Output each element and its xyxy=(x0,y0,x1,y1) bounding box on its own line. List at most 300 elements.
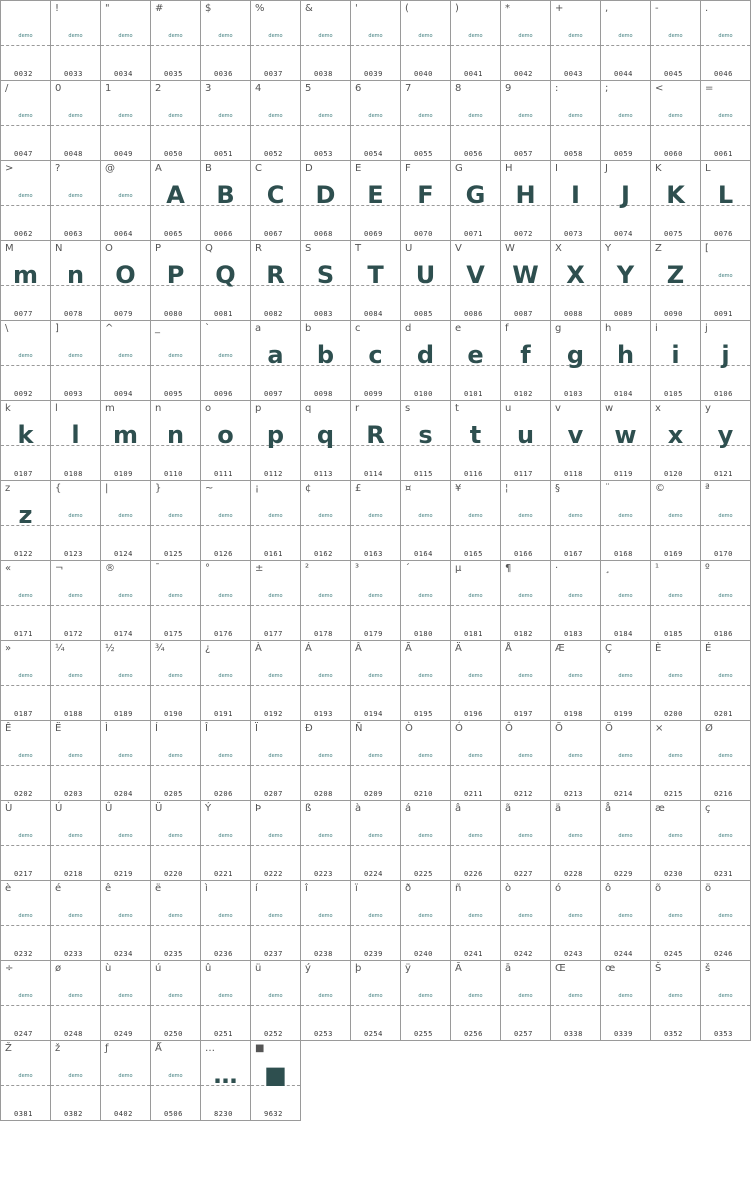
demo-label: demo xyxy=(718,913,733,919)
glyph-code: 0199 xyxy=(614,710,633,718)
baseline-divider xyxy=(401,525,450,526)
glyph-character: 0 xyxy=(55,83,62,94)
glyph-code: 0339 xyxy=(614,1030,633,1038)
glyph-sample: y xyxy=(717,421,734,449)
glyph-cell xyxy=(550,560,601,641)
demo-label: demo xyxy=(418,33,433,39)
baseline-divider xyxy=(301,525,350,526)
glyph-code: 0220 xyxy=(164,870,183,878)
glyph-cell xyxy=(150,800,201,881)
glyph-sample: A xyxy=(166,181,185,209)
demo-label: demo xyxy=(668,113,683,119)
demo-label: demo xyxy=(218,33,233,39)
glyph-code: 0198 xyxy=(564,710,583,718)
baseline-divider xyxy=(101,765,150,766)
baseline-divider xyxy=(351,845,400,846)
glyph-cell xyxy=(0,320,51,401)
glyph-cell xyxy=(450,800,501,881)
demo-label: demo xyxy=(68,753,83,759)
glyph-cell xyxy=(100,640,151,721)
demo-label: demo xyxy=(368,113,383,119)
glyph-cell xyxy=(400,160,451,241)
baseline-divider xyxy=(501,45,550,46)
glyph-cell xyxy=(400,240,451,321)
glyph-code: 0195 xyxy=(414,710,433,718)
baseline-divider xyxy=(501,925,550,926)
demo-label: demo xyxy=(318,913,333,919)
glyph-cell xyxy=(150,0,201,81)
glyph-character: Y xyxy=(605,243,612,254)
baseline-divider xyxy=(251,45,300,46)
glyph-cell xyxy=(550,80,601,161)
demo-label: demo xyxy=(418,913,433,919)
glyph-code: 0216 xyxy=(714,790,733,798)
demo-label: demo xyxy=(118,593,133,599)
glyph-code: 0231 xyxy=(714,870,733,878)
glyph-code: 0116 xyxy=(464,470,483,478)
glyph-cell xyxy=(300,80,351,161)
glyph-code: 0211 xyxy=(464,790,483,798)
demo-label: demo xyxy=(618,593,633,599)
glyph-code: 0224 xyxy=(364,870,383,878)
glyph-character: ) xyxy=(455,3,459,14)
glyph-code: 0106 xyxy=(714,390,733,398)
glyph-cell xyxy=(250,880,301,961)
glyph-cell xyxy=(150,560,201,641)
glyph-cell xyxy=(600,160,651,241)
baseline-divider xyxy=(101,1005,150,1006)
demo-label: demo xyxy=(418,753,433,759)
baseline-divider xyxy=(301,685,350,686)
glyph-code: 0210 xyxy=(414,790,433,798)
glyph-cell xyxy=(650,480,701,561)
glyph-character: â xyxy=(455,803,462,814)
glyph-character: t xyxy=(455,403,459,414)
glyph-cell xyxy=(400,640,451,721)
glyph-cell xyxy=(700,240,751,321)
glyph-code: 0059 xyxy=(614,150,633,158)
glyph-cell xyxy=(0,720,51,801)
glyph-cell xyxy=(50,400,101,481)
baseline-divider xyxy=(651,45,700,46)
glyph-character: 8 xyxy=(455,83,462,94)
glyph-cell xyxy=(700,880,751,961)
baseline-divider xyxy=(1,605,50,606)
glyph-character: Ç xyxy=(605,643,612,654)
glyph-character: à xyxy=(355,803,362,814)
glyph-character: µ xyxy=(455,563,462,574)
baseline-divider xyxy=(101,685,150,686)
glyph-cell xyxy=(150,480,201,561)
glyph-character: ¯ xyxy=(155,563,160,574)
glyph-sample: v xyxy=(567,421,584,449)
baseline-divider xyxy=(301,925,350,926)
glyph-code: 0039 xyxy=(364,70,383,78)
glyph-character: n xyxy=(155,403,162,414)
baseline-divider xyxy=(351,685,400,686)
glyph-character: Ú xyxy=(55,803,63,814)
glyph-code: 0080 xyxy=(164,310,183,318)
glyph-code: 0096 xyxy=(214,390,233,398)
glyph-character: s xyxy=(405,403,411,414)
glyph-cell xyxy=(50,880,101,961)
glyph-character: ' xyxy=(355,3,358,14)
glyph-character: Ä xyxy=(455,643,462,654)
glyph-cell xyxy=(600,400,651,481)
glyph-code: 0245 xyxy=(664,950,683,958)
glyph-code: 0077 xyxy=(14,310,33,318)
glyph-character: í xyxy=(255,883,258,894)
baseline-divider xyxy=(1,1005,50,1006)
glyph-character: B xyxy=(205,163,212,174)
glyph-cell xyxy=(300,560,351,641)
glyph-sample: E xyxy=(367,181,384,209)
glyph-code: 0108 xyxy=(64,470,83,478)
demo-label: demo xyxy=(468,993,483,999)
glyph-sample: i xyxy=(671,341,680,369)
glyph-character: ô xyxy=(605,883,612,894)
demo-label: demo xyxy=(168,513,183,519)
glyph-cell xyxy=(700,800,751,881)
baseline-divider xyxy=(601,765,650,766)
glyph-character: | xyxy=(105,483,109,494)
demo-label: demo xyxy=(268,913,283,919)
glyph-cell xyxy=(0,640,51,721)
demo-label: demo xyxy=(218,833,233,839)
demo-label: demo xyxy=(218,113,233,119)
glyph-cell xyxy=(500,80,551,161)
glyph-cell xyxy=(650,800,701,881)
glyph-character: ë xyxy=(155,883,162,894)
glyph-sample: S xyxy=(316,261,335,289)
glyph-cell xyxy=(100,1040,151,1121)
baseline-divider xyxy=(201,925,250,926)
demo-label: demo xyxy=(118,753,133,759)
glyph-code: 0214 xyxy=(614,790,633,798)
demo-label: demo xyxy=(68,33,83,39)
glyph-character: ° xyxy=(205,563,210,574)
glyph-code: 0102 xyxy=(514,390,533,398)
baseline-divider xyxy=(451,845,500,846)
demo-label: demo xyxy=(68,993,83,999)
demo-label: demo xyxy=(418,513,433,519)
glyph-code: 0107 xyxy=(14,470,33,478)
glyph-cell xyxy=(250,640,301,721)
baseline-divider xyxy=(351,525,400,526)
glyph-sample: n xyxy=(166,421,185,449)
glyph-cell xyxy=(200,720,251,801)
baseline-divider xyxy=(501,845,550,846)
glyph-code: 0113 xyxy=(314,470,333,478)
baseline-divider xyxy=(451,925,500,926)
baseline-divider xyxy=(301,605,350,606)
demo-label: demo xyxy=(568,33,583,39)
demo-label: demo xyxy=(18,113,33,119)
glyph-character: u xyxy=(505,403,512,414)
glyph-cell xyxy=(600,240,651,321)
baseline-divider xyxy=(151,845,200,846)
baseline-divider xyxy=(551,1005,600,1006)
glyph-code: 0037 xyxy=(264,70,283,78)
demo-label: demo xyxy=(18,193,33,199)
baseline-divider xyxy=(51,685,100,686)
glyph-cell xyxy=(150,880,201,961)
baseline-divider xyxy=(451,1005,500,1006)
demo-label: demo xyxy=(368,833,383,839)
glyph-character: ½ xyxy=(105,643,115,654)
demo-label: demo xyxy=(318,513,333,519)
demo-label: demo xyxy=(318,33,333,39)
glyph-code: 0104 xyxy=(614,390,633,398)
demo-label: demo xyxy=(418,593,433,599)
glyph-sample: j xyxy=(721,341,730,369)
glyph-character: Ó xyxy=(455,723,463,734)
glyph-character: é xyxy=(55,883,62,894)
glyph-character: J xyxy=(605,163,608,174)
glyph-character: ÿ xyxy=(405,963,411,974)
demo-label: demo xyxy=(518,993,533,999)
glyph-code: 0166 xyxy=(514,550,533,558)
glyph-sample: z xyxy=(18,501,33,529)
glyph-character: e xyxy=(455,323,462,334)
baseline-divider xyxy=(201,125,250,126)
glyph-code: 0065 xyxy=(164,230,183,238)
glyph-code: 0078 xyxy=(64,310,83,318)
glyph-character: W xyxy=(505,243,515,254)
baseline-divider xyxy=(251,925,300,926)
glyph-cell xyxy=(350,560,401,641)
glyph-cell xyxy=(150,80,201,161)
glyph-cell xyxy=(550,400,601,481)
glyph-cell xyxy=(650,640,701,721)
baseline-divider xyxy=(601,925,650,926)
glyph-code: 0123 xyxy=(64,550,83,558)
glyph-character: v xyxy=(555,403,561,414)
glyph-cell xyxy=(350,320,401,401)
glyph-character: x xyxy=(655,403,661,414)
glyph-character: h xyxy=(605,323,612,334)
glyph-code: 0186 xyxy=(714,630,733,638)
glyph-sample: G xyxy=(465,181,486,209)
glyph-cell xyxy=(150,720,201,801)
glyph-character: ¿ xyxy=(205,643,211,654)
baseline-divider xyxy=(701,605,750,606)
glyph-code: 0050 xyxy=(164,150,183,158)
glyph-character: ó xyxy=(555,883,562,894)
glyph-cell xyxy=(550,960,601,1041)
glyph-cell xyxy=(300,320,351,401)
glyph-character: £ xyxy=(355,483,362,494)
glyph-code: 0255 xyxy=(414,1030,433,1038)
demo-label: demo xyxy=(18,353,33,359)
glyph-code: 0060 xyxy=(664,150,683,158)
glyph-cell xyxy=(700,0,751,81)
demo-label: demo xyxy=(168,1073,183,1079)
glyph-character: M xyxy=(5,243,14,254)
glyph-cell xyxy=(700,560,751,641)
glyph-cell xyxy=(600,80,651,161)
glyph-character: _ xyxy=(155,323,160,334)
demo-label: demo xyxy=(18,993,33,999)
demo-label: demo xyxy=(18,833,33,839)
glyph-code: 0073 xyxy=(564,230,583,238)
glyph-cell xyxy=(450,880,501,961)
demo-label: demo xyxy=(168,353,183,359)
glyph-code: 0092 xyxy=(14,390,33,398)
glyph-character: G xyxy=(455,163,463,174)
demo-label: demo xyxy=(118,993,133,999)
glyph-cell xyxy=(400,960,451,1041)
glyph-character: T xyxy=(355,243,362,254)
glyph-sample: J xyxy=(621,181,630,209)
demo-label: demo xyxy=(118,33,133,39)
glyph-code: 0197 xyxy=(514,710,533,718)
glyph-character: y xyxy=(705,403,711,414)
glyph-character: + xyxy=(555,3,564,14)
baseline-divider xyxy=(51,1005,100,1006)
glyph-cell xyxy=(0,400,51,481)
glyph-character: N xyxy=(55,243,63,254)
glyph-code: 0069 xyxy=(364,230,383,238)
glyph-sample: L xyxy=(717,181,734,209)
glyph-character: Ǻ xyxy=(155,1043,162,1054)
glyph-character: Â xyxy=(355,643,362,654)
glyph-cell xyxy=(650,400,701,481)
glyph-cell xyxy=(150,960,201,1041)
glyph-code: 0120 xyxy=(664,470,683,478)
glyph-character: å xyxy=(605,803,612,814)
glyph-cell xyxy=(100,800,151,881)
demo-label: demo xyxy=(118,833,133,839)
glyph-cell xyxy=(650,880,701,961)
baseline-divider xyxy=(301,125,350,126)
glyph-character: K xyxy=(655,163,662,174)
demo-label: demo xyxy=(318,673,333,679)
glyph-sample: V xyxy=(466,261,485,289)
glyph-sample: Z xyxy=(666,261,685,289)
baseline-divider xyxy=(451,125,500,126)
glyph-code: 0237 xyxy=(264,950,283,958)
demo-label: demo xyxy=(418,993,433,999)
demo-label: demo xyxy=(18,593,33,599)
glyph-character: Ā xyxy=(455,963,462,974)
glyph-code: 0051 xyxy=(214,150,233,158)
glyph-character: Ø xyxy=(705,723,713,734)
glyph-character: ■ xyxy=(255,1043,265,1054)
glyph-character: C xyxy=(255,163,262,174)
glyph-code: 0061 xyxy=(714,150,733,158)
glyph-cell xyxy=(250,1040,301,1121)
glyph-code: 0188 xyxy=(64,710,83,718)
demo-label: demo xyxy=(218,993,233,999)
demo-label: demo xyxy=(68,673,83,679)
glyph-code: 0212 xyxy=(514,790,533,798)
glyph-code: 0172 xyxy=(64,630,83,638)
glyph-character: Õ xyxy=(555,723,563,734)
glyph-character: [ xyxy=(705,243,709,254)
glyph-character: X xyxy=(555,243,562,254)
demo-label: demo xyxy=(468,673,483,679)
baseline-divider xyxy=(551,685,600,686)
glyph-code: 0229 xyxy=(614,870,633,878)
glyph-cell xyxy=(200,400,251,481)
baseline-divider xyxy=(101,205,150,206)
glyph-character: 6 xyxy=(355,83,362,94)
glyph-character: î xyxy=(305,883,308,894)
baseline-divider xyxy=(301,45,350,46)
glyph-code: 0068 xyxy=(314,230,333,238)
glyph-cell xyxy=(400,560,451,641)
glyph-code: 0192 xyxy=(264,710,283,718)
demo-label: demo xyxy=(318,753,333,759)
glyph-sample: B xyxy=(216,181,235,209)
glyph-code: 0032 xyxy=(14,70,33,78)
glyph-sample: D xyxy=(315,181,336,209)
glyph-cell xyxy=(0,0,51,81)
baseline-divider xyxy=(201,765,250,766)
demo-label: demo xyxy=(118,1073,133,1079)
demo-label: demo xyxy=(618,673,633,679)
baseline-divider xyxy=(251,125,300,126)
glyph-code: 0252 xyxy=(264,1030,283,1038)
glyph-code: 0240 xyxy=(414,950,433,958)
glyph-sample: … xyxy=(213,1061,238,1089)
glyph-cell xyxy=(700,320,751,401)
glyph-character: © xyxy=(655,483,665,494)
glyph-code: 0045 xyxy=(664,70,683,78)
demo-label: demo xyxy=(518,833,533,839)
glyph-code: 0105 xyxy=(664,390,683,398)
demo-label: demo xyxy=(568,993,583,999)
demo-label: demo xyxy=(218,673,233,679)
glyph-code: 0233 xyxy=(64,950,83,958)
baseline-divider xyxy=(1,45,50,46)
glyph-sample: U xyxy=(415,261,436,289)
demo-label: demo xyxy=(268,33,283,39)
glyph-cell xyxy=(600,640,651,721)
glyph-code: 0083 xyxy=(314,310,333,318)
baseline-divider xyxy=(501,1005,550,1006)
baseline-divider xyxy=(451,605,500,606)
demo-label: demo xyxy=(168,753,183,759)
glyph-character: Ý xyxy=(205,803,212,814)
glyph-character: § xyxy=(555,483,560,494)
baseline-divider xyxy=(601,45,650,46)
demo-label: demo xyxy=(568,913,583,919)
glyph-cell xyxy=(500,480,551,561)
baseline-divider xyxy=(51,925,100,926)
glyph-code: 0235 xyxy=(164,950,183,958)
demo-label: demo xyxy=(268,513,283,519)
glyph-code: 0074 xyxy=(614,230,633,238)
glyph-code: 0217 xyxy=(14,870,33,878)
demo-label: demo xyxy=(368,753,383,759)
demo-label: demo xyxy=(668,993,683,999)
glyph-code: 0070 xyxy=(414,230,433,238)
glyph-character: 9 xyxy=(505,83,512,94)
glyph-code: 0168 xyxy=(614,550,633,558)
glyph-cell xyxy=(100,560,151,641)
glyph-cell xyxy=(200,560,251,641)
glyph-code: 0225 xyxy=(414,870,433,878)
glyph-code: 0191 xyxy=(214,710,233,718)
glyph-cell xyxy=(200,640,251,721)
glyph-sample: O xyxy=(115,261,136,289)
glyph-code: 0206 xyxy=(214,790,233,798)
baseline-divider xyxy=(701,125,750,126)
glyph-character: A xyxy=(155,163,162,174)
glyph-cell xyxy=(550,880,601,961)
